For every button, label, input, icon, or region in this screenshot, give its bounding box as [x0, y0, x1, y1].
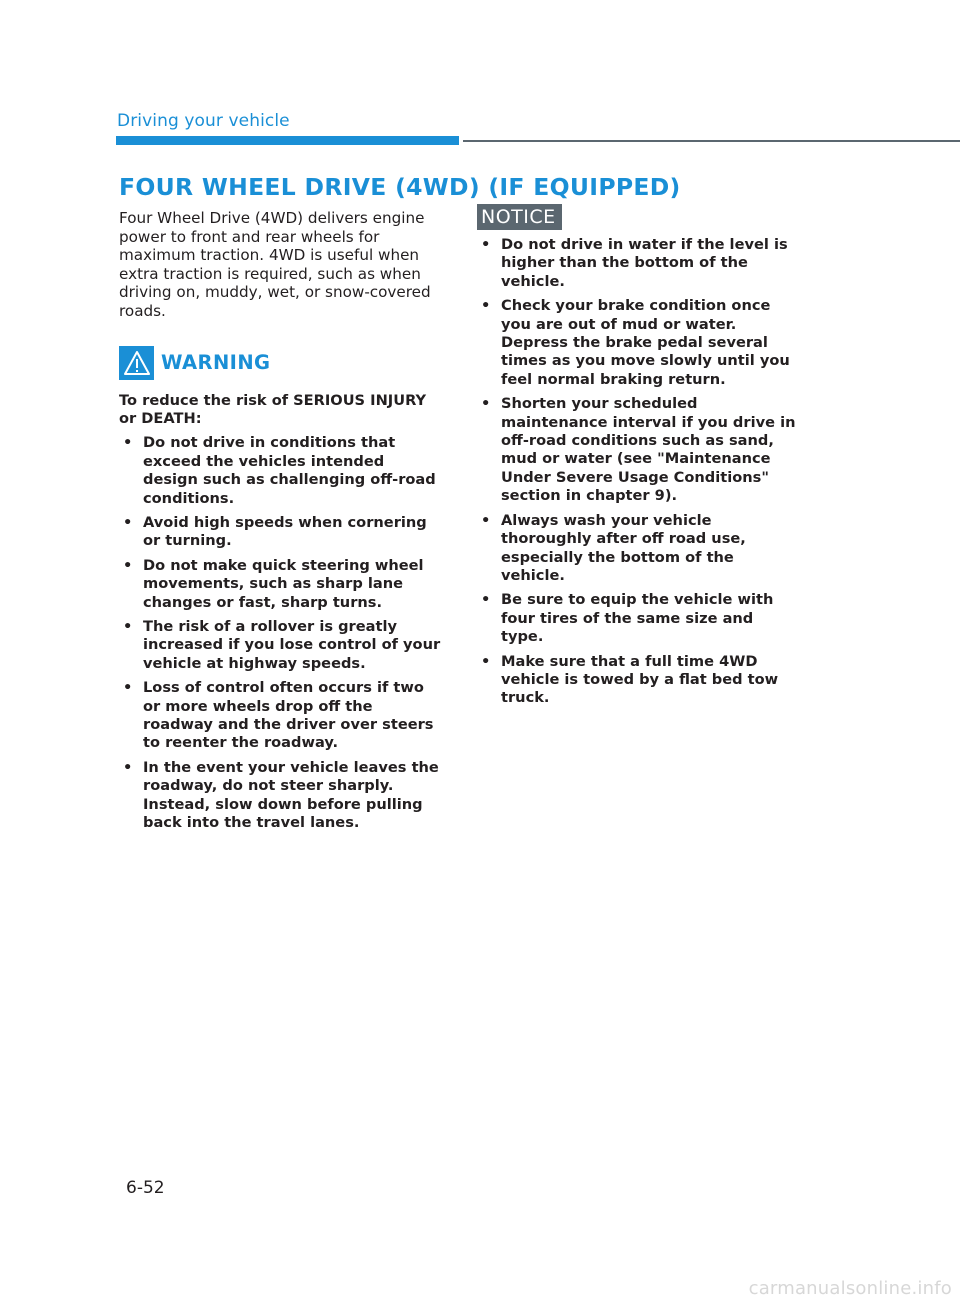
bullet-dot: •: [123, 434, 133, 452]
bullet-dot: •: [123, 514, 133, 531]
warning-label: WARNING: [161, 351, 271, 375]
notice-badge: NOTICE: [477, 204, 562, 230]
notice-item: • Make sure that a full time 4WD vehicle is towed by a flat bed tow truck.: [481, 652, 779, 707]
bullet-dot: •: [481, 297, 491, 315]
bullet-dot: •: [481, 395, 491, 413]
warning-item: • In the event your vehicle leaves the roadway, do not steer sharply. Instead, slow down before pulling back into the travel lanes.: [123, 758, 439, 832]
header-accent-bar: [116, 136, 459, 145]
notice-item: • Do not drive in water if the level is higher than the bottom of the vehicle.: [481, 236, 788, 290]
right-column: [477, 204, 807, 708]
section-header: Driving your vehicle: [117, 111, 290, 131]
bullet-dot: •: [481, 591, 491, 609]
bullet-dot: •: [481, 652, 491, 670]
bullet-dot: •: [123, 758, 133, 776]
warning-lead: To reduce the risk of SERIOUS INJURY or DEATH:: [119, 391, 427, 427]
bullet-dot: •: [481, 511, 491, 529]
warning-triangle-icon: [119, 346, 154, 380]
bullet-dot: •: [123, 679, 133, 697]
warning-heading: [119, 346, 449, 380]
bullet-dot: •: [123, 618, 133, 636]
notice-item: • Be sure to equip the vehicle with four tires of the same size and type.: [481, 591, 774, 646]
warning-item: • Do not drive in conditions that exceed the vehicles intended design such as challenging off-road conditions.: [123, 434, 436, 507]
notice-item: • Always wash your vehicle thoroughly after off road use, especially the bottom of the vehicle.: [481, 511, 746, 584]
notice-list: [477, 236, 807, 708]
notice-item: • Shorten your scheduled maintenance interval if you drive in off-road conditions such as sand, mud or water (see "Maintenance Under Severe Usage Conditions" section in chapter 9).: [481, 395, 796, 505]
watermark: carmanualsonline.info: [748, 1278, 952, 1299]
bullet-dot: •: [123, 556, 133, 574]
warning-item: • The risk of a rollover is greatly increased if you lose control of your vehicle at highway speeds.: [123, 618, 441, 672]
warning-item: • Avoid high speeds when cornering or turning.: [123, 514, 427, 550]
warning-item: • Loss of control often occurs if two or more wheels drop off the roadway and the driver over steers to reenter the roadway.: [123, 679, 434, 752]
warning-list: [119, 434, 449, 832]
left-column: [119, 209, 449, 833]
warning-item: • Do not make quick steering wheel movements, such as sharp lane changes or fast, sharp turns.: [123, 556, 424, 611]
notice-item: • Check your brake condition once you are out of mud or water. Depress the brake pedal several times as you move slowly until you feel normal braking return.: [481, 297, 790, 388]
intro-paragraph: Four Wheel Drive (4WD) delivers engine power to front and rear wheels for maximum traction. 4WD is useful when extra traction is required, such as when driving on, muddy, wet, or snow-covered roads.: [119, 209, 431, 320]
page-title: FOUR WHEEL DRIVE (4WD) (IF EQUIPPED): [119, 173, 681, 201]
page-number: 6-52: [126, 1178, 165, 1198]
bullet-dot: •: [481, 236, 491, 253]
header-rule: [463, 140, 960, 142]
